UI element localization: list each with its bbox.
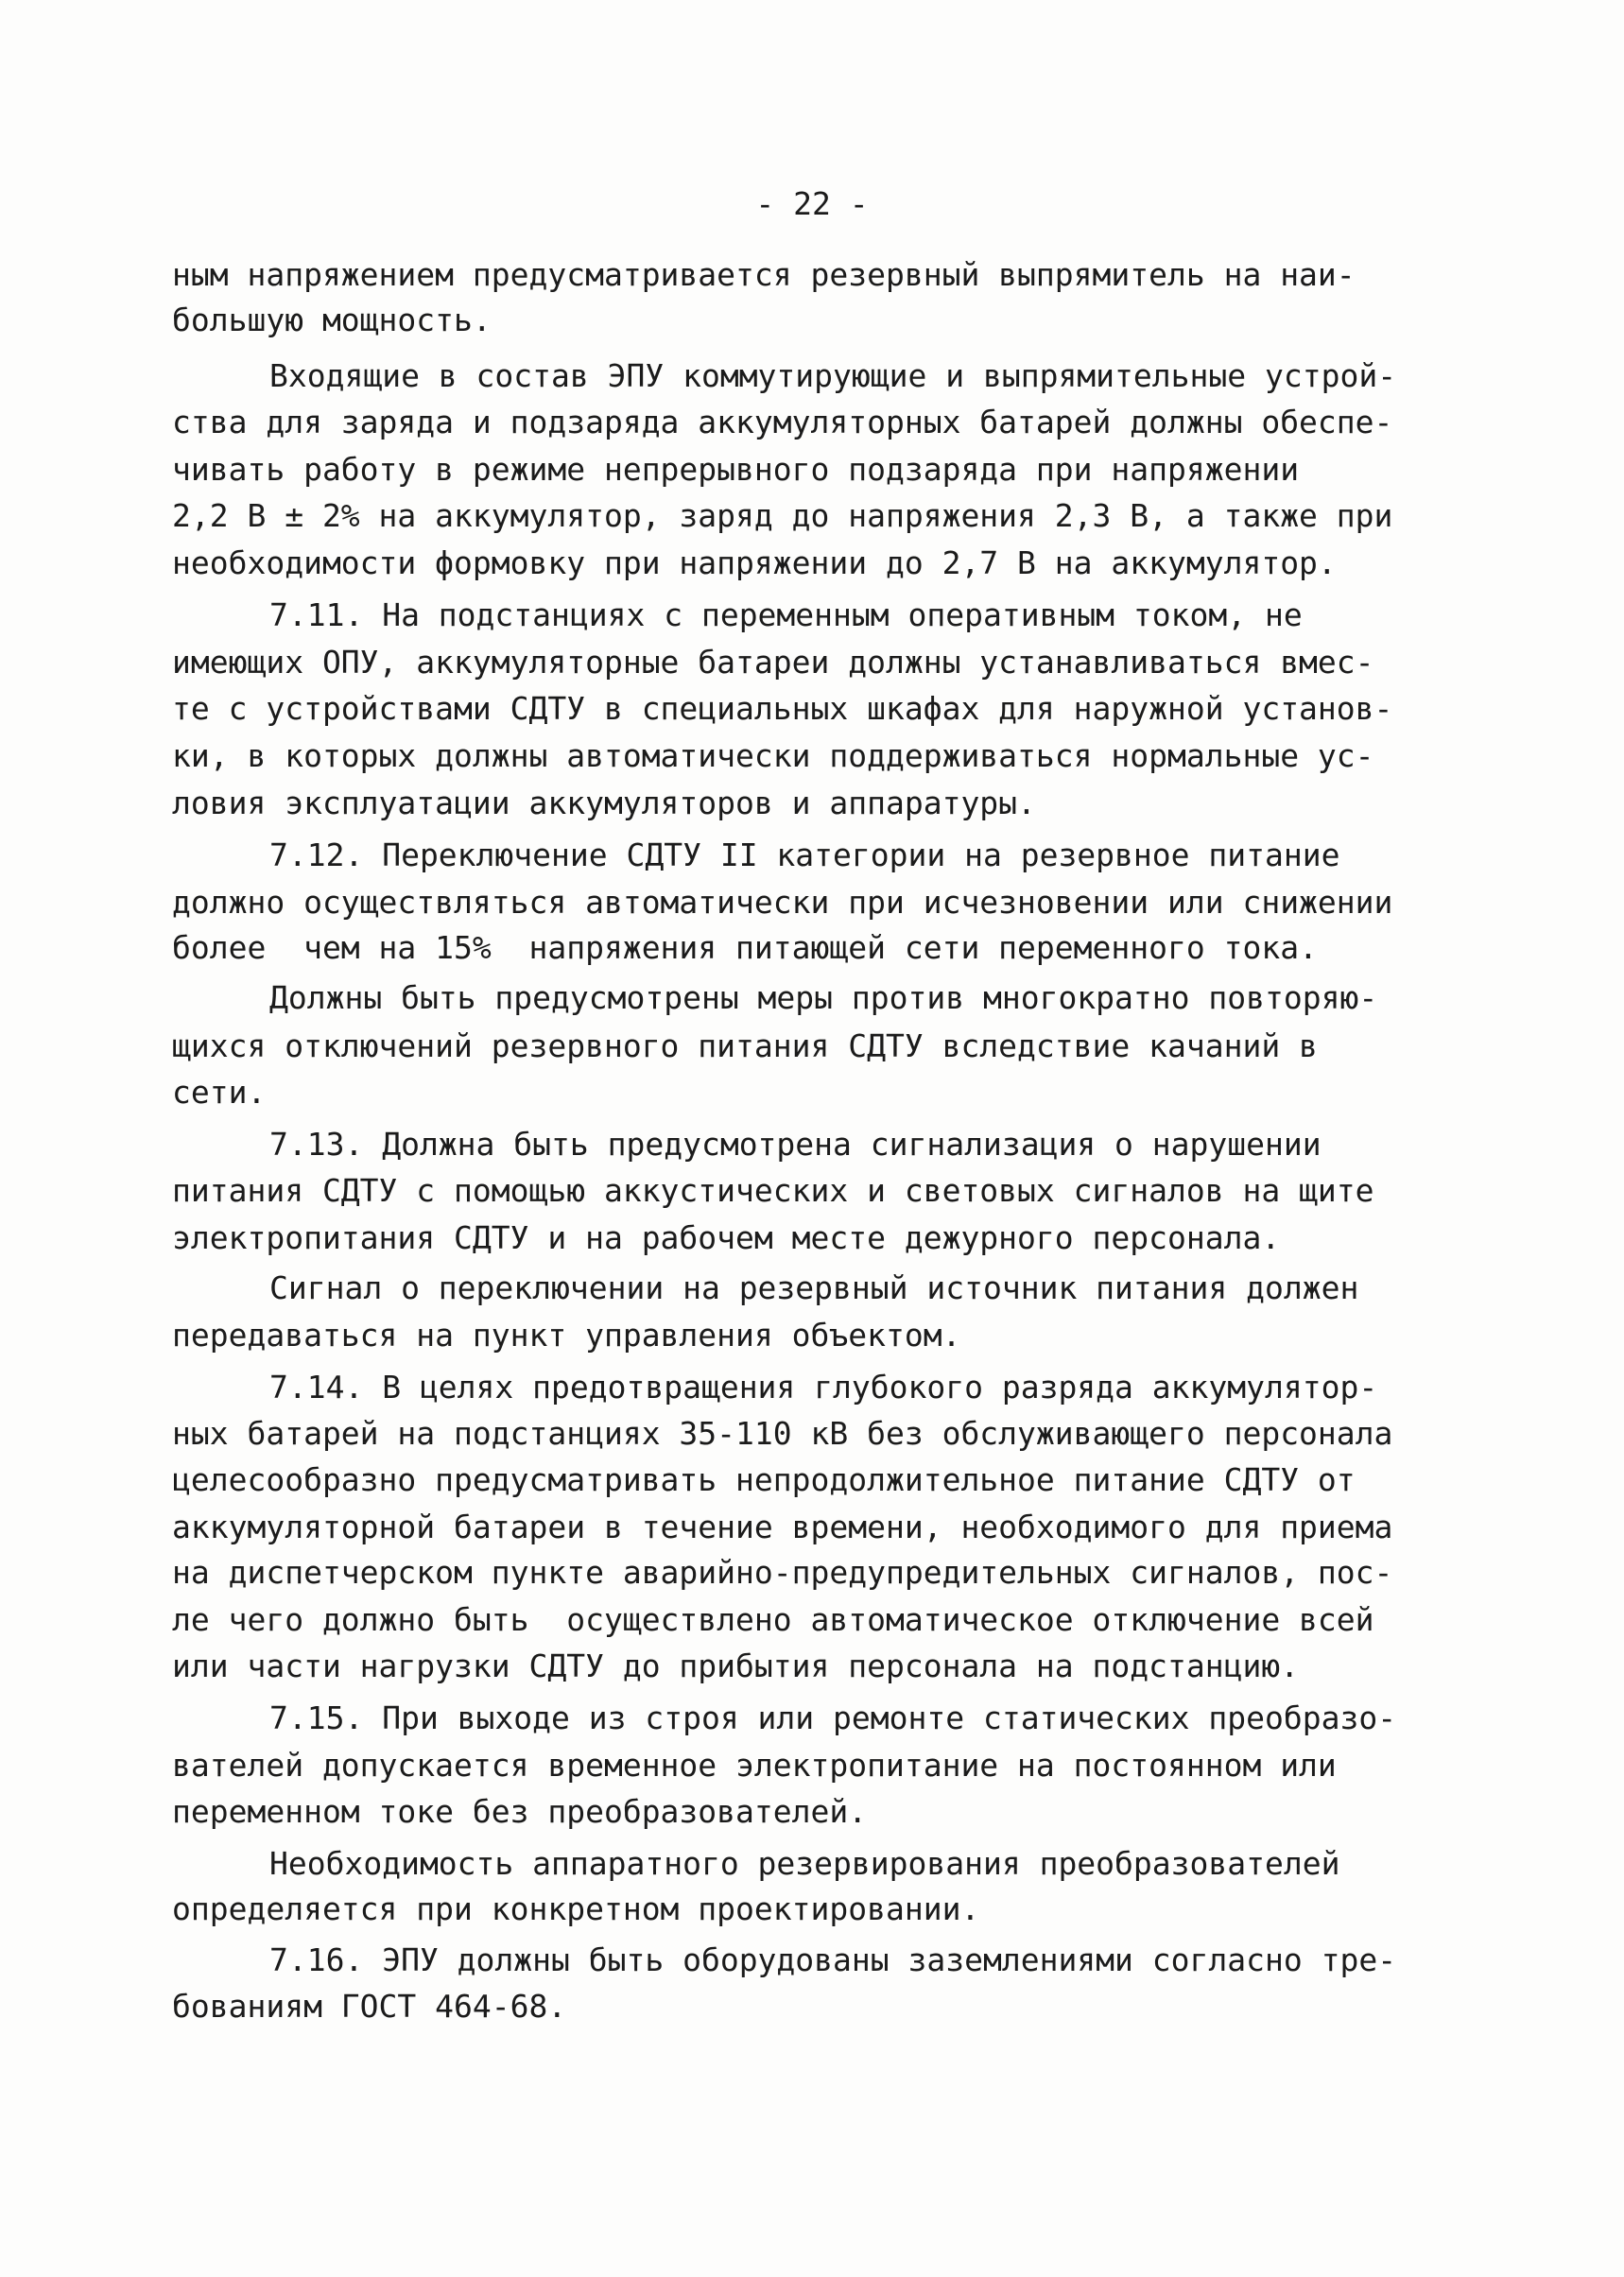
text-line: аккумуляторной батареи в течение времени, необходимого для приема xyxy=(172,1509,1393,1545)
text-line: те с устройствами СДТУ в специальных шкафах для наружной установ- xyxy=(172,690,1393,727)
text-line: должно осуществляться автоматически при исчезновении или снижении xyxy=(172,884,1393,921)
text-line: ных батарей на подстанциях 35-110 кВ без обслуживающего персонала xyxy=(172,1415,1393,1452)
text-line: 7.11. На подстанциях с переменным оперативным током, не xyxy=(269,596,1303,633)
text-line: сети. xyxy=(172,1074,267,1111)
text-line: необходимости формовку при напряжении до 2,7 В на аккумулятор. xyxy=(172,544,1337,581)
text-line: 7.14. В целях предотвращения глубокого разряда аккумулятор- xyxy=(269,1369,1378,1406)
text-line: ным напряжением предусматривается резервный выпрямитель на наи- xyxy=(172,256,1356,293)
text-line: Должны быть предусмотрены меры против многократно повторяю- xyxy=(269,979,1378,1016)
text-line: 7.16. ЭПУ должны быть оборудованы заземлениями согласно тре- xyxy=(269,1941,1397,1978)
page-number: - 22 - xyxy=(755,185,869,222)
text-line: имеющих ОПУ, аккумуляторные батареи должны устанавливаться вмес- xyxy=(172,644,1374,681)
text-line: вателей допускается временное электропитание на постоянном или xyxy=(172,1747,1337,1784)
text-line: Необходимость аппаратного резервирования преобразователей xyxy=(269,1845,1340,1882)
text-line: большую мощность. xyxy=(172,302,492,338)
text-line: на диспетчерском пункте аварийно-предупредительных сигналов, пос- xyxy=(172,1554,1393,1591)
text-line: или части нагрузки СДТУ до прибытия персонала на подстанцию. xyxy=(172,1647,1300,1684)
text-line: переменном токе без преобразователей. xyxy=(172,1793,868,1830)
text-line: 7.12. Переключение СДТУ II категории на резервное питание xyxy=(269,837,1340,873)
text-line: определяется при конкретном проектировании. xyxy=(172,1890,980,1927)
text-line: чивать работу в режиме непрерывного подзаряда при напряжении xyxy=(172,451,1300,488)
text-line: ловия эксплуатации аккумуляторов и аппаратуры. xyxy=(172,785,1036,821)
text-line: 7.13. Должна быть предусмотрена сигнализация о нарушении xyxy=(269,1126,1322,1163)
text-line: щихся отключений резервного питания СДТУ вследствие качаний в xyxy=(172,1027,1318,1064)
text-line: более чем на 15% напряжения питающей сети переменного тока. xyxy=(172,929,1318,966)
text-line: целесообразно предусматривать непродолжительное питание СДТУ от xyxy=(172,1461,1356,1498)
text-line: ле чего должно быть осуществлено автоматическое отключение всей xyxy=(172,1601,1374,1638)
text-line: Сигнал о переключении на резервный источник питания должен xyxy=(269,1269,1359,1306)
text-line: питания СДТУ с помощью аккустических и световых сигналов на щите xyxy=(172,1172,1374,1209)
text-line: Входящие в состав ЭПУ коммутирующие и выпрямительные устрой- xyxy=(269,357,1397,394)
text-line: бованиям ГОСТ 464-68. xyxy=(172,1988,567,2025)
text-line: ки, в которых должны автоматически поддерживаться нормальные ус- xyxy=(172,737,1374,774)
text-line: ства для заряда и подзаряда аккумуляторных батарей должны обеспе- xyxy=(172,404,1393,440)
text-line: передаваться на пункт управления объектом. xyxy=(172,1317,961,1354)
text-line: 7.15. При выходе из строя или ремонте статических преобразо- xyxy=(269,1699,1397,1736)
text-line: электропитания СДТУ и на рабочем месте дежурного персонала. xyxy=(172,1219,1281,1256)
text-line: 2,2 В ± 2% на аккумулятор, заряд до напряжения 2,3 В, а также при xyxy=(172,497,1393,534)
